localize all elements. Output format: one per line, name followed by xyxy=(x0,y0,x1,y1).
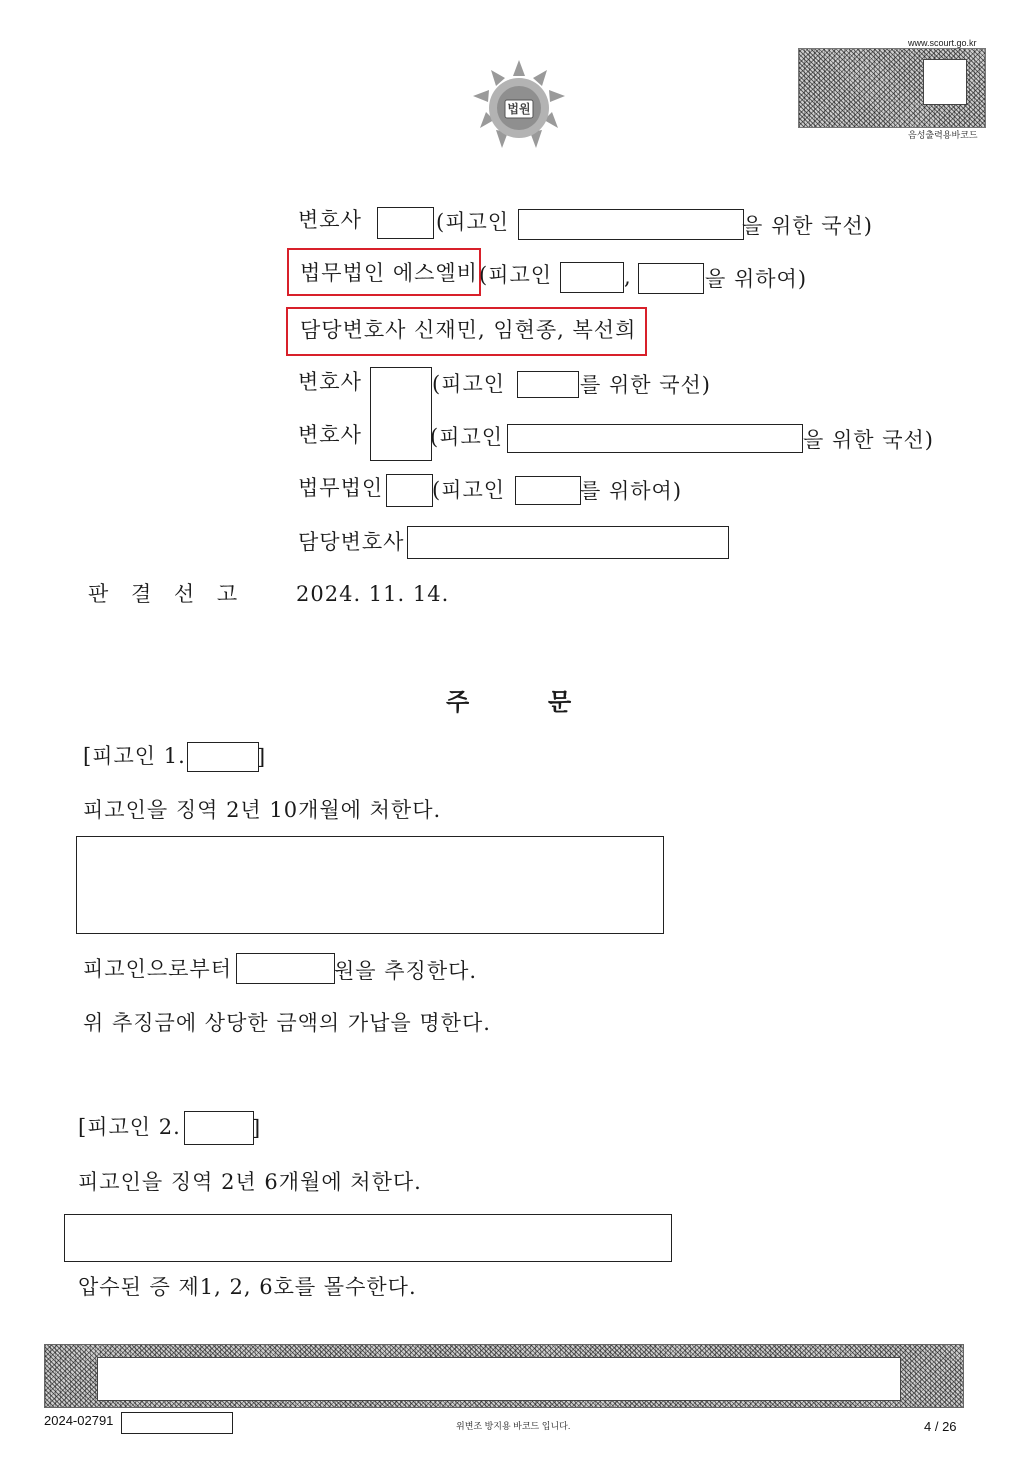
suffix-6: 를 위하여) xyxy=(580,479,683,503)
defendant-2-sentence: 피고인을 징역 2년 6개월에 처한다. xyxy=(78,1170,422,1194)
attorneys-in-charge: 담당변호사 신재민, 임현종, 복선희 xyxy=(300,318,637,342)
redacted-defendant-2a xyxy=(560,262,624,293)
redacted-order-block-2 xyxy=(64,1214,672,1262)
defendant-2-header-open: [피고인 2. xyxy=(78,1115,181,1139)
confiscation: 압수된 증 제1, 2, 6호를 몰수한다. xyxy=(78,1275,417,1299)
redacted-defendant-4 xyxy=(517,371,579,398)
law-firm-label-6: 법무법인 xyxy=(298,476,384,500)
redacted-defendants-1 xyxy=(518,209,744,240)
suffix-4: 를 위한 국선) xyxy=(580,373,711,397)
order-title-right: 문 xyxy=(548,687,573,716)
lawyer-label-4: 변호사 xyxy=(298,370,362,394)
site-url: www.scourt.go.kr xyxy=(908,38,977,48)
provisional-payment: 위 추징금에 상당한 금액의 가납을 명한다. xyxy=(83,1011,491,1035)
law-firm-name: 법무법인 에스엘비 xyxy=(300,261,478,285)
anti-forgery-caption: 위변조 방지용 바코드 입니다. xyxy=(456,1421,571,1431)
case-number: 2024-02791 xyxy=(44,1413,114,1428)
defendant-label-4: (피고인 xyxy=(432,372,506,396)
defendant-2-header-close: ] xyxy=(252,1116,262,1140)
forfeit-prefix: 피고인으로부터 xyxy=(83,957,233,981)
barcode-redaction xyxy=(97,1357,901,1401)
suffix-2: 을 위하여) xyxy=(705,267,808,291)
verdict-date-value: 2024. 11. 14. xyxy=(296,582,450,606)
lawyer-label-5: 변호사 xyxy=(298,423,362,447)
redacted-order-block-1 xyxy=(76,836,664,934)
barcode-caption: 음성출력용바코드 xyxy=(908,130,978,140)
defendant-label-5: (피고인 xyxy=(430,425,504,449)
defendant-label-6: (피고인 xyxy=(432,478,506,502)
redacted-lawyer-1 xyxy=(377,207,434,239)
barcode-white-box xyxy=(923,59,967,105)
defendant-1-header-open: [피고인 1. xyxy=(83,744,186,768)
redacted-firm-6 xyxy=(386,474,433,507)
redacted-defendants-5 xyxy=(507,424,803,453)
redacted-defendant-1-name xyxy=(187,742,259,772)
redacted-forfeit-amount xyxy=(236,953,335,984)
lawyer-label-1: 변호사 xyxy=(298,208,362,232)
defendant-1-sentence: 피고인을 징역 2년 10개월에 처한다. xyxy=(83,798,442,822)
defendant-label-1: (피고인 xyxy=(436,210,510,234)
suffix-5: 을 위한 국선) xyxy=(803,428,934,452)
voice-barcode xyxy=(798,48,986,128)
order-title-left: 주 xyxy=(446,687,471,716)
redacted-defendant-2b xyxy=(638,263,704,294)
verdict-date-label: 판 결 선 고 xyxy=(88,582,246,606)
court-emblem xyxy=(466,58,572,156)
defendant-label-2: (피고인 xyxy=(479,263,553,287)
redacted-attorneys-7 xyxy=(407,526,729,559)
redacted-case-suffix xyxy=(121,1412,233,1434)
attorney-label-7: 담당변호사 xyxy=(298,530,405,554)
forfeit-suffix: 원을 추징한다. xyxy=(334,959,478,983)
redacted-defendant-6 xyxy=(515,476,581,505)
separator-2: , xyxy=(624,265,632,289)
redacted-lawyers-4-5 xyxy=(370,367,432,461)
redacted-defendant-2-name xyxy=(184,1111,254,1145)
page-number: 4 / 26 xyxy=(924,1419,957,1434)
suffix-1: 을 위한 국선) xyxy=(742,214,873,238)
emblem-text: 법원 xyxy=(507,102,531,116)
anti-forgery-barcode xyxy=(44,1344,964,1408)
defendant-1-header-close: ] xyxy=(257,745,267,769)
